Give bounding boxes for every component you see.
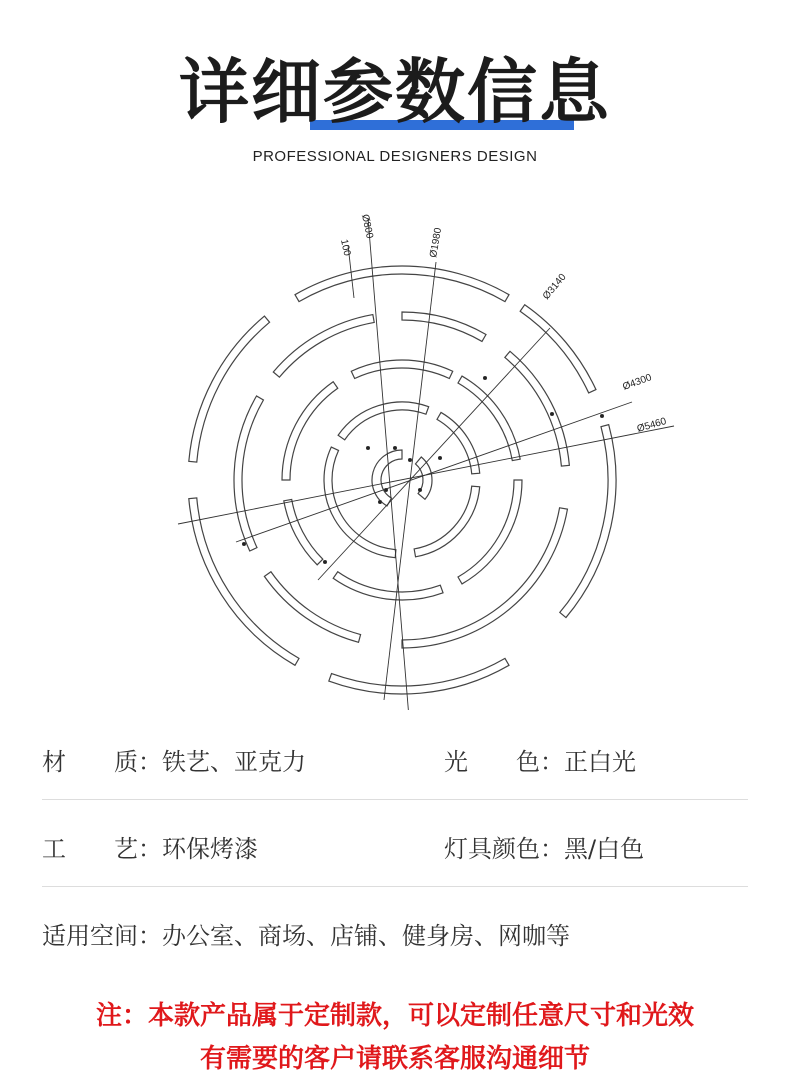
light-label: 光 色：	[444, 748, 564, 776]
ring-3-arc-6	[458, 480, 522, 584]
divider	[42, 799, 748, 800]
page-subtitle: PROFESSIONAL DESIGNERS DESIGN	[252, 148, 538, 165]
ring-5-arc-3	[189, 316, 270, 462]
ring-4-arc-2	[234, 396, 263, 551]
custom-note-line2: 有需要的客户请联系客服沟通细节	[199, 1044, 590, 1074]
page-title-text	[179, 52, 611, 132]
light-value: 正白光	[564, 748, 636, 776]
dim-arrow-2	[408, 458, 411, 461]
ring-4-arc-4	[402, 312, 486, 341]
ring-2-arc-1	[324, 447, 396, 558]
dim-label-100: 100	[338, 238, 353, 257]
dim-label-1980: Ø1980	[428, 227, 445, 259]
dim-arrow-12	[600, 414, 603, 417]
craft-label: 工 艺：	[42, 835, 162, 863]
dim-arrow-8	[366, 446, 369, 449]
space-value: 办公室、商场、店铺、健身房、网咖等	[162, 922, 570, 950]
dim-line-5460	[178, 426, 674, 524]
dim-label-4300: Ø4300	[621, 372, 654, 393]
dim-arrow-9	[323, 560, 326, 563]
dim-arrow-10	[242, 542, 245, 545]
dim-label-5460: Ø5460	[635, 416, 668, 435]
divider	[42, 886, 748, 887]
ring-2-arc-4	[414, 486, 480, 557]
ring-5-arc-1	[329, 658, 509, 694]
dim-arrow-6	[378, 500, 381, 503]
dim-arrow-7	[483, 376, 486, 379]
material-value: 铁艺、亚克力	[162, 748, 306, 776]
spec-row-craft	[42, 829, 748, 879]
ring-5-arc-4	[295, 266, 509, 302]
craft-value: 环保烤漆	[162, 835, 258, 863]
ring-3-arc-1	[333, 572, 443, 600]
dim-label-800: Ø800	[359, 213, 375, 240]
dim-arrow-4	[384, 488, 387, 491]
dim-line-4300	[236, 402, 632, 542]
ring-1-arc-1	[372, 450, 402, 506]
space-label: 适用空间：	[42, 922, 162, 950]
ring-5-arc-2	[189, 498, 299, 665]
custom-note-line1: 注：本款产品属于定制款，可以定制任意尺寸和光效	[95, 1001, 694, 1031]
material-label: 材 质：	[42, 748, 162, 776]
ring-5-arc-5	[520, 305, 596, 393]
dim-arrow-11	[550, 412, 553, 415]
dim-line-1980	[384, 262, 436, 700]
color-value: 黑/白色	[564, 835, 645, 863]
ring-4-arc-6	[402, 508, 567, 648]
dimension-lines	[178, 218, 674, 710]
ring-3-arc-3	[282, 382, 338, 480]
dim-arrow-1	[393, 446, 396, 449]
dim-arrow-5	[438, 456, 441, 459]
spec-row-material	[42, 742, 748, 792]
ring-3-arc-2	[284, 499, 323, 564]
ring-3-arc-4	[351, 360, 452, 378]
ring-1-arc-2	[415, 457, 432, 499]
dim-label-3140: Ø3140	[540, 271, 569, 302]
title-part1: 详细	[179, 51, 323, 133]
dimension-drawing	[0, 190, 790, 710]
title-part2: 参数信息	[323, 51, 611, 133]
page-title	[0, 52, 790, 132]
color-label: 灯具颜色：	[444, 835, 564, 863]
ring-4-arc-1	[264, 572, 360, 643]
dim-arrow-3	[418, 488, 421, 491]
spec-row-space	[42, 916, 748, 966]
